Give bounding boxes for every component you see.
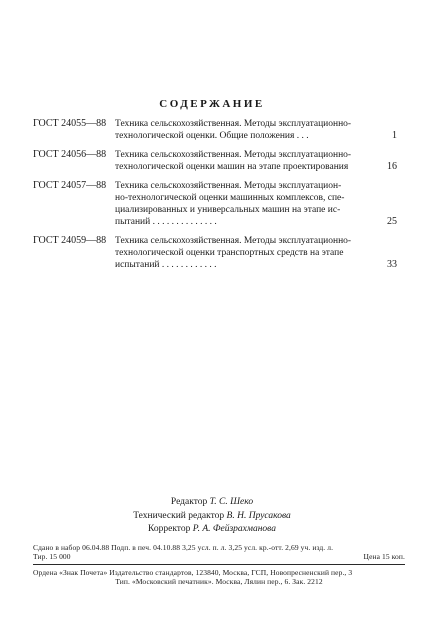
tech-editor-name: В. Н. Прусакова <box>226 510 291 521</box>
publisher-block <box>33 568 405 586</box>
toc-entry <box>33 118 397 142</box>
editor-role: Редактор <box>170 497 208 507</box>
toc-line: но-технологической оценки машинных комплексов, спе- <box>115 193 345 203</box>
corrector-role: Корректор <box>147 524 191 534</box>
toc-line: Техника сельскохозяйственная. Методы эксплуатационно- <box>115 236 352 246</box>
toc-line: испытаний . . . . . . . . . . . . <box>115 260 217 270</box>
toc-entry <box>33 235 397 271</box>
toc-description <box>115 180 385 228</box>
toc-line: технологической оценки машин на этапе проектирования <box>115 162 349 172</box>
toc-line: циализированных и универсальных машин на этапе ис- <box>115 205 341 215</box>
imprint-block <box>33 543 405 586</box>
toc-code: ГОСТ 24056—88 <box>33 149 107 160</box>
corrector-credit <box>0 523 424 537</box>
toc-entry <box>33 149 397 173</box>
corrector-name: Р. А. Фейзрахманова <box>192 524 276 534</box>
toc-page-number: 1 <box>392 130 397 141</box>
toc-line: технологической оценки. Общие положения . . . <box>115 131 309 141</box>
editor-name: Т. С. Шеко <box>209 497 254 507</box>
tech-editor-credit <box>0 510 424 524</box>
toc-code: ГОСТ 24059—88 <box>33 235 107 246</box>
page-title: СОДЕРЖАНИЕ <box>159 98 265 110</box>
toc-code: ГОСТ 24055—88 <box>33 118 107 129</box>
publisher-line: Ордена «Знак Почета» Издательство стандартов, 123840, Москва, ГСП, Новопресненский пер., 3 <box>33 568 353 577</box>
toc-line: Техника сельскохозяйственная. Методы эксплуатацион- <box>115 181 342 191</box>
toc-page-number: 25 <box>387 216 397 227</box>
toc-line: Техника сельскохозяйственная. Методы эксплуатационно- <box>115 150 352 160</box>
toc-description <box>115 149 385 173</box>
toc-line: пытаний . . . . . . . . . . . . . . <box>115 217 217 227</box>
editor-credit <box>0 496 424 510</box>
toc-line: Техника сельскохозяйственная. Методы эксплуатационно- <box>115 119 352 129</box>
toc-entry <box>33 180 397 228</box>
toc-description <box>115 118 385 142</box>
toc-code: ГОСТ 24057—88 <box>33 180 107 191</box>
circulation-price-row <box>33 552 405 561</box>
toc-line: технологической оценки транспортных средств на этапе <box>115 248 344 258</box>
toc-page-number: 16 <box>387 161 397 172</box>
circulation: Тир. 15 000 <box>33 552 71 561</box>
table-of-contents <box>33 118 397 278</box>
toc-description <box>115 235 385 271</box>
price: Цена 15 коп. <box>363 552 405 561</box>
toc-page-number: 33 <box>387 259 397 270</box>
divider <box>33 564 405 565</box>
printer-line: Тип. «Московский печатник». Москва, Лялин пер., 6. Зак. 2212 <box>115 577 323 586</box>
credits-block <box>0 496 424 537</box>
print-details: Сдано в набор 06.04.88 Подп. в печ. 04.10.88 3,25 усл. п. л. 3,25 усл. кр.-отт. 2,69 уч. изд. л. <box>33 543 334 552</box>
tech-editor-role: Технический редактор <box>133 510 225 521</box>
